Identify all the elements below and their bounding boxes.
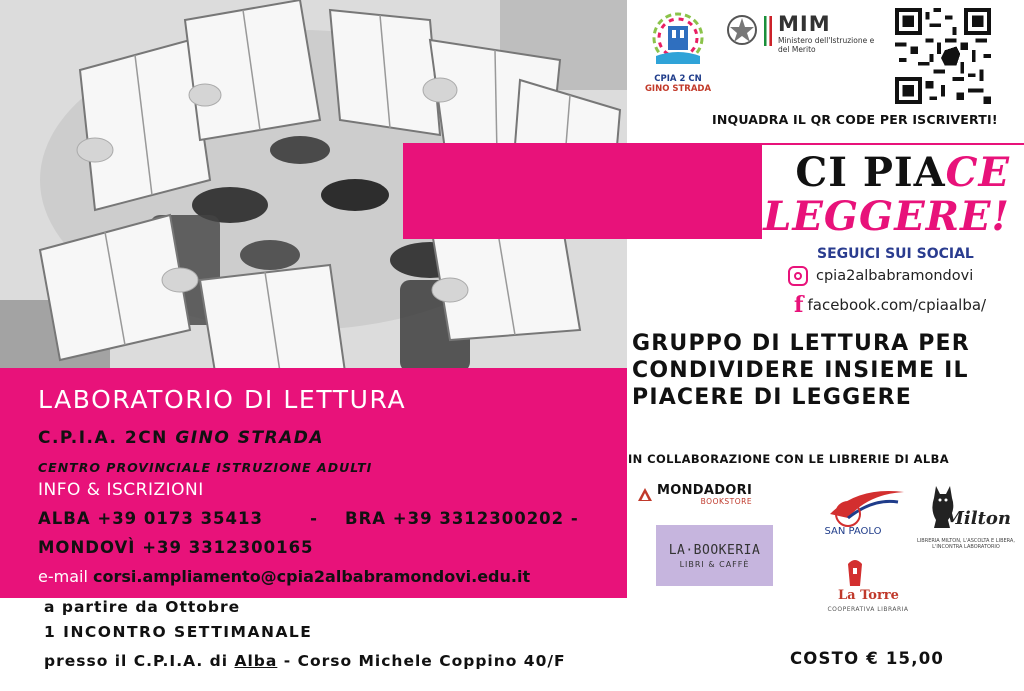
la-torre-name: La Torre xyxy=(838,588,899,603)
qr-code-icon[interactable] xyxy=(895,8,991,104)
instagram-link[interactable] xyxy=(788,266,973,286)
mondadori-rose-icon xyxy=(637,487,653,503)
republic-emblem-icon xyxy=(726,12,758,48)
lab-title: LABORATORIO DI LETTURA xyxy=(38,385,407,414)
headline-line1-part1: CI PIA xyxy=(795,149,946,196)
instagram-handle: cpia2albabramondovi xyxy=(816,268,974,284)
phones-line2: MONDOVÌ +39 3312300165 xyxy=(38,538,314,557)
milton-logo xyxy=(916,476,1016,556)
email-label: e-mail xyxy=(38,567,93,586)
bookeria-sub: LIBRI & CAFFÈ xyxy=(679,559,750,569)
centro-name: CENTRO PROVINCIALE ISTRUZIONE ADULTI xyxy=(38,460,373,475)
la-torre-sub: COOPERATIVA LIBRARIA xyxy=(827,606,909,613)
location-city: Alba xyxy=(234,652,278,670)
start-date: a partire da Ottobre xyxy=(44,598,241,616)
cpia-logo-mark xyxy=(648,8,708,70)
san-paolo-name: SAN PAOLO xyxy=(824,526,882,537)
mondadori-sub: BOOKSTORE xyxy=(700,497,753,506)
mim-title: MIM xyxy=(778,12,831,36)
italian-flag-icon xyxy=(764,16,772,46)
san-paolo-swoosh-icon xyxy=(818,484,914,528)
headline xyxy=(762,145,1024,245)
headline-line1-part2: CE xyxy=(945,149,1010,196)
mim-logo xyxy=(726,12,876,62)
email-line xyxy=(38,567,530,586)
frequency: 1 INCONTRO SETTIMANALE xyxy=(44,623,313,641)
facebook-url: facebook.com/cpiaalba/ xyxy=(807,296,987,314)
milton-sub: LIBRERIA MILTON, L'ASCOLTA E LIBERA, L'INCONTRA LABORATORIO xyxy=(917,538,1015,550)
facebook-icon: f xyxy=(794,292,804,318)
cpia-logo-line1: CPIA 2 CN xyxy=(654,74,702,84)
collaboration-text: IN COLLABORAZIONE CON LE LIBRERIE DI ALBA xyxy=(628,452,950,466)
instagram-icon xyxy=(788,266,808,286)
headline-line2: LEGGERE! xyxy=(763,193,1010,240)
group-description: GRUPPO DI LETTURA PER CONDIVIDERE INSIEME IL PIACERE DI LEGGERE xyxy=(632,331,970,410)
cpia-name xyxy=(38,428,324,448)
location-prefix: presso il C.P.I.A. di xyxy=(44,652,235,670)
cpia-logo xyxy=(640,8,716,108)
qr-call-to-action: INQUADRA IL QR CODE PER ISCRIVERTI! xyxy=(712,112,998,127)
mondadori-name: MONDADORI xyxy=(657,483,753,498)
phones-line1: ALBA +39 0173 35413 - BRA +39 3312300202 - xyxy=(38,509,579,528)
la-torre-tower-icon xyxy=(840,556,870,590)
cpia-logo-line2: GINO STRADA xyxy=(644,84,712,94)
email-address[interactable]: corsi.ampliamento@cpia2albabramondovi.edu.it xyxy=(92,567,531,586)
location xyxy=(44,652,566,670)
info-label: INFO & ISCRIZIONI xyxy=(38,480,204,500)
headline-line1 xyxy=(762,149,1010,196)
mim-subtitle: Ministero dell'Istruzione e del Merito xyxy=(778,36,875,54)
mondadori-logo xyxy=(637,483,787,507)
bookeria-name: LA·BOOKERIA xyxy=(668,542,761,558)
cost: COSTO € 15,00 xyxy=(790,649,945,668)
info-box xyxy=(0,368,627,598)
la-torre-logo xyxy=(818,556,918,616)
bookeria-logo xyxy=(656,525,773,586)
social-title: SEGUICI SUI SOCIAL xyxy=(817,246,974,262)
location-suffix: - Corso Michele Coppino 40/F xyxy=(277,652,566,670)
san-paolo-logo xyxy=(818,484,914,544)
facebook-link[interactable] xyxy=(794,292,987,318)
cpia-prefix: C.P.I.A. 2CN xyxy=(38,428,176,448)
cpia-person: GINO STRADA xyxy=(175,428,325,448)
milton-name: Milton xyxy=(944,508,1012,529)
